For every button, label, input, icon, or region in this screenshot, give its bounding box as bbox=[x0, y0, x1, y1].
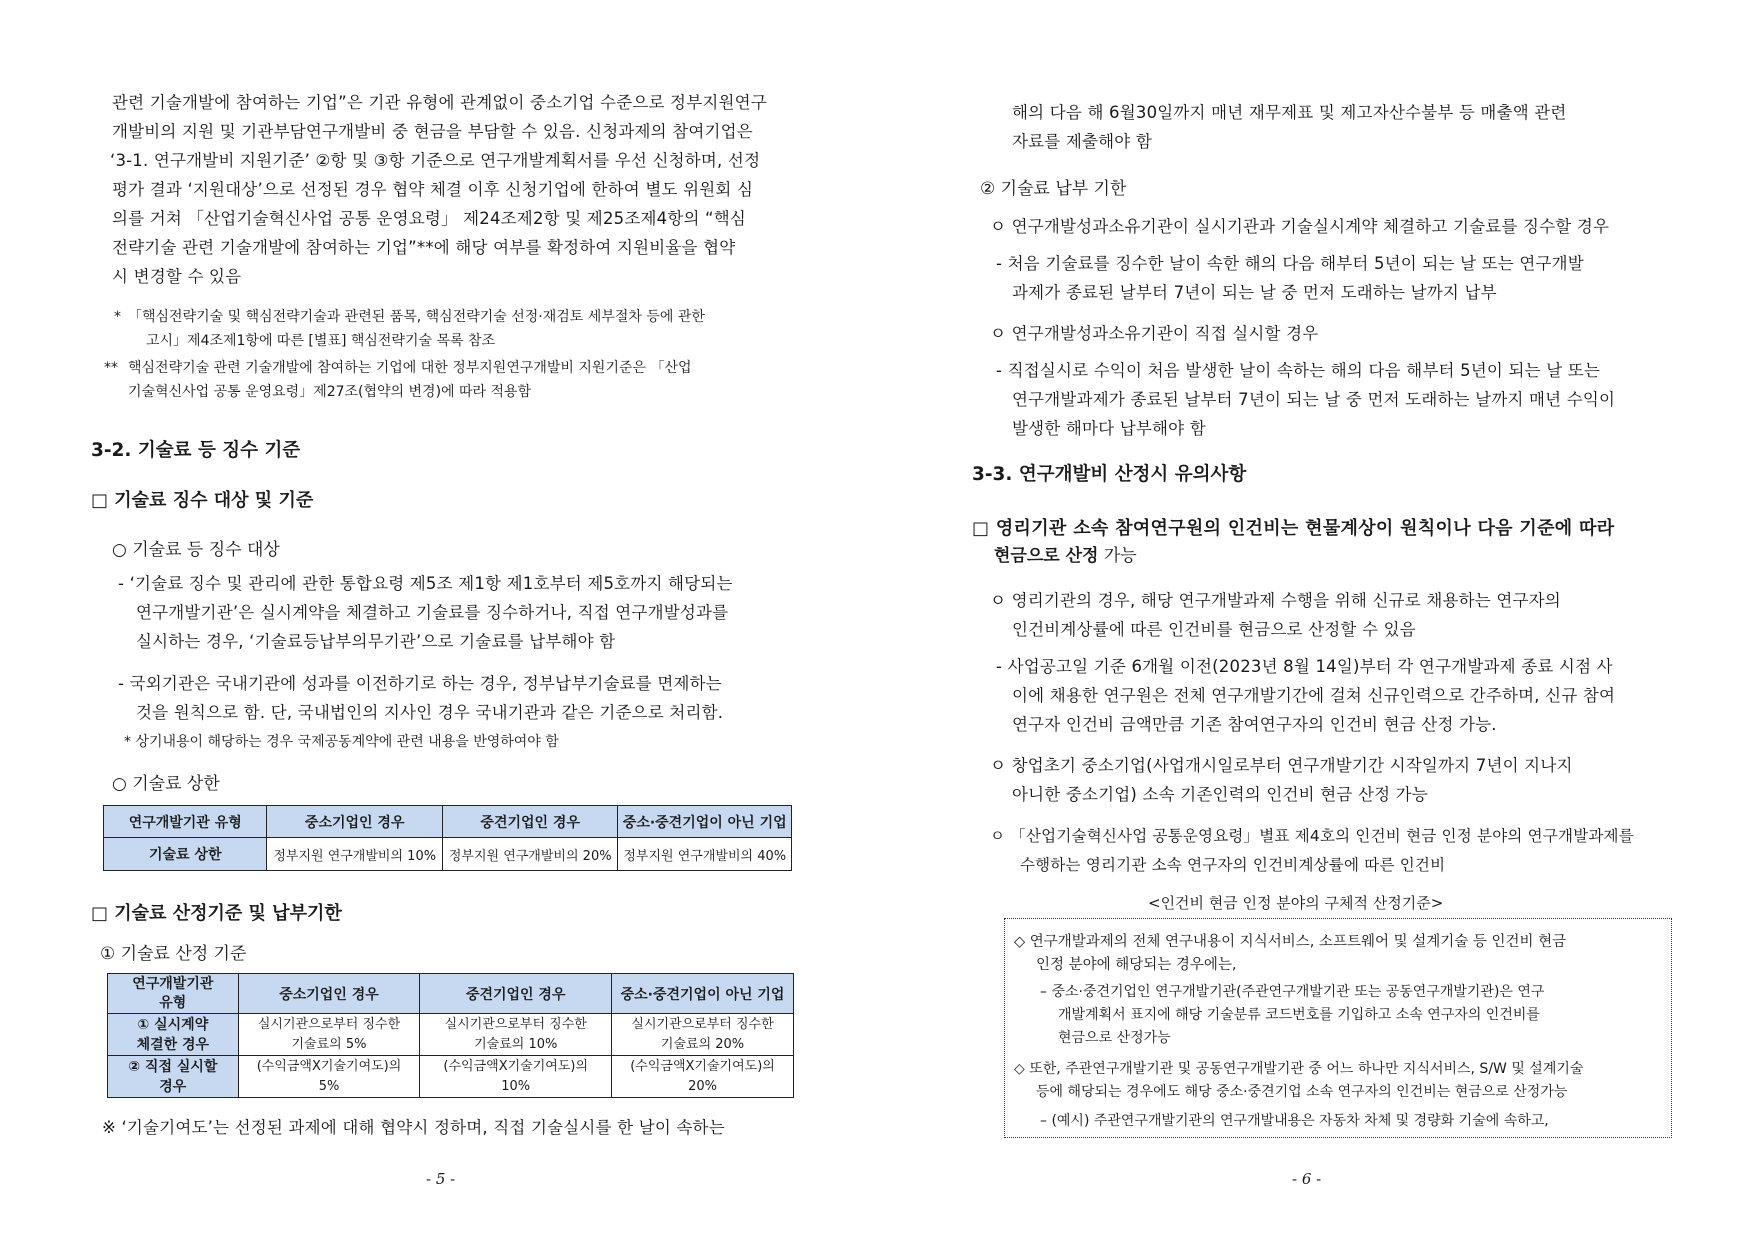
o2-direct-use: ㅇ 연구개발성과소유기관이 직접 실시할 경우 bbox=[990, 324, 1319, 343]
calc-row-1-mid bbox=[420, 1014, 612, 1056]
calc-row-1-large-line-1: 실시기관으로부터 징수한 bbox=[631, 1016, 774, 1032]
note-1-line-1: 「핵심전략기술 및 핵심전략기술과 관련된 품목, 핵심전략기술 선정·재검토 세부절차 등에 관한 bbox=[128, 309, 705, 325]
sub-fee-calculation-basis: ① 기술료 산정 기준 bbox=[100, 944, 247, 964]
o2-dash-line-1: - 직접실시로 수익이 처음 발생한 날이 속하는 해의 다음 해부터 5년이 되는 날 또는 bbox=[996, 361, 1601, 380]
p2-line-2: 아니한 중소기업) 소속 기존인력의 인건비 현금 산정 가능 bbox=[1012, 785, 1428, 804]
note-mark-2: ** bbox=[104, 360, 118, 376]
continued-line-2: 자료를 제출해야 함 bbox=[1012, 132, 1153, 151]
calc-row-2-small-line-1: (수익금액X기술기여도)의 bbox=[256, 1058, 402, 1074]
intro-line-3: ‘3-1. 연구개발비 지원기준’ ②항 및 ③항 기준으로 연구개발계획서를 우선 신청하며, 선정 bbox=[110, 151, 761, 170]
sub-fee-cap: ○ 기술료 상한 bbox=[112, 774, 220, 794]
calc-row-2-small-line-2: 5% bbox=[318, 1078, 340, 1094]
intro-line-5: 의를 거쳐 「산업기술혁신사업 공통 운영요령」 제24조제2항 및 제25조제4항의 “핵심 bbox=[112, 209, 747, 228]
fee-cap-table bbox=[103, 805, 792, 871]
p3-line-1: ㅇ 「산업기술혁신사업 공통운영요령」별표 제4호의 인건비 현금 인정 분야의 연구개발과제를 bbox=[990, 827, 1634, 845]
page-6 bbox=[876, 0, 1753, 1240]
calc-header-small: 중소기업인 경우 bbox=[238, 974, 420, 1014]
fee-cap-row-label: 기술료 상한 bbox=[104, 838, 267, 871]
page-number: - 6 - bbox=[1292, 1170, 1322, 1188]
o1-license-contract: ㅇ 연구개발성과소유기관이 실시기관과 기술실시계약 체결하고 기술료를 징수할 경우 bbox=[990, 217, 1610, 236]
intro-line-1: 관련 기술개발에 참여하는 기업”은 기관 유형에 관계없이 중소기업 수준으로 정부지원연구 bbox=[112, 93, 767, 112]
note-1-line-2: 고시」제4조제1항에 따른 [별표] 핵심전략기술 목록 참조 bbox=[146, 333, 495, 349]
calc-row-2-large bbox=[612, 1056, 794, 1098]
p3-line-2: 수행하는 영리기관 소속 연구자의 인건비계상률에 따른 인건비 bbox=[1020, 856, 1446, 874]
section-title-3-2: 3-2. 기술료 등 징수 기준 bbox=[91, 440, 301, 461]
page-number: - 5 - bbox=[426, 1170, 456, 1188]
footnote-technology-contribution: ※ ‘기술기여도’는 선정된 과제에 대해 협약시 정하며, 직접 기술실시를 한 날이 속하는 bbox=[102, 1118, 725, 1137]
fee-cap-cell-mid: 정부지원 연구개발비의 20% bbox=[442, 838, 618, 871]
calc-row-2-large-line-2: 20% bbox=[688, 1078, 717, 1094]
box-line-8: – (예시) 주관연구개발기관의 연구개발내용은 자동차 차체 및 경량화 기술에 속하고, bbox=[1040, 1113, 1549, 1129]
box-line-4: 개발계획서 표지에 해당 기술분류 코드번호를 기입하고 소속 연구자의 인건비를 bbox=[1058, 1007, 1540, 1023]
box-line-5: 현금으로 산정가능 bbox=[1058, 1030, 1171, 1046]
calc-row-2-mid-line-2: 10% bbox=[501, 1078, 531, 1094]
fee-cap-header-mid: 중견기업인 경우 bbox=[442, 806, 618, 838]
page-5 bbox=[0, 0, 876, 1240]
sub-payment-deadline: ② 기술료 납부 기한 bbox=[980, 179, 1127, 199]
calc-row-1-small-line-1: 실시기관으로부터 징수한 bbox=[257, 1016, 401, 1032]
calc-header-type: 연구개발기관 유형 bbox=[108, 974, 239, 1014]
box-title-technology-fee-target: □ 기술료 징수 대상 및 기준 bbox=[91, 490, 314, 511]
intro-line-4: 평가 결과 ‘지원대상’으로 선정된 경우 협약 체결 이후 신청기업에 한하여 별도 위원회 심 bbox=[112, 180, 754, 199]
box-title-personnel-cost: □ 영리기관 소속 참여연구원의 인건비는 현물계상이 원칙이나 다음 기준에 따라 bbox=[972, 518, 1615, 539]
box-line-3: – 중소·중견기업인 연구개발기관(주관연구개발기관 또는 공동연구개발기관)은 연구 bbox=[1040, 984, 1545, 1000]
fee-cap-cell-large: 정부지원 연구개발비의 40% bbox=[618, 838, 792, 871]
dash1-line-3: 실시하는 경우, ‘기술료등납부의무기관’으로 기술료를 납부해야 함 bbox=[136, 632, 616, 651]
continued-line-1: 해의 다음 해 6월30일까지 매년 재무제표 및 제고자산수불부 등 매출액 관련 bbox=[1012, 103, 1567, 122]
sub-fee-target: ○ 기술료 등 징수 대상 bbox=[112, 540, 280, 560]
fee-cap-header-large: 중소·중견기업이 아닌 기업 bbox=[618, 806, 792, 838]
note-mark-1: * bbox=[114, 309, 121, 325]
calc-row-2-label-line-1: ② 직접 실시할 bbox=[128, 1058, 218, 1075]
box-line-1: ◇ 연구개발과제의 전체 연구내용이 지식서비스, 소프트웨어 및 설계기술 등 인건비 현금 bbox=[1014, 934, 1567, 950]
calc-header-mid: 중견기업인 경우 bbox=[420, 974, 612, 1014]
p1-line-2: 인건비계상률에 따른 인건비를 현금으로 산정할 수 있음 bbox=[1012, 620, 1416, 639]
dash2-line-1: - 국외기관은 국내기관에 성과를 이전하기로 하는 경우, 정부납부기술료를 면제하는 bbox=[118, 674, 722, 693]
calc-row-2-label bbox=[108, 1056, 239, 1098]
calc-row-1-large bbox=[612, 1014, 794, 1056]
o2-dash-line-3: 발생한 해마다 납부해야 함 bbox=[1012, 419, 1206, 438]
box-caption: <인건비 현금 인정 분야의 구체적 산정기준> bbox=[1148, 894, 1444, 912]
box-line-6: ◇ 또한, 주관연구개발기관 및 공동연구개발기관 중 어느 하나만 지식서비스, S/W 및 설계기술 bbox=[1014, 1061, 1584, 1077]
calc-row-1-label-line-2: 체결한 경우 bbox=[136, 1036, 210, 1053]
o1-dash-line-2: 과제가 종료된 날부터 7년이 되는 날 중 먼저 도래하는 날까지 납부 bbox=[1012, 283, 1497, 302]
calc-row-2-mid bbox=[420, 1056, 612, 1098]
calc-row-2-label-line-2: 경우 bbox=[159, 1078, 187, 1095]
dash2-note: * 상기내용이 해당하는 경우 국제공동계약에 관련 내용을 반영하여야 함 bbox=[124, 734, 559, 750]
fee-cap-header-small: 중소기업인 경우 bbox=[267, 806, 443, 838]
p1-dash-line-2: 이에 채용한 연구원은 전체 연구개발기간에 걸쳐 신규인력으로 간주하며, 신규 참여 bbox=[1012, 686, 1616, 705]
intro-line-7: 시 변경할 수 있음 bbox=[112, 267, 242, 286]
box-line-2: 인정 분야에 해당되는 경우에는, bbox=[1036, 957, 1237, 973]
calc-row-2-large-line-1: (수익금액X기술기여도)의 bbox=[630, 1058, 775, 1074]
calc-row-1-small bbox=[238, 1014, 420, 1056]
calc-row-1-large-line-2: 기술료의 20% bbox=[660, 1036, 745, 1052]
o2-dash-line-2: 연구개발과제가 종료된 날부터 7년이 되는 날 중 먼저 도래하는 날까지 매년 수익이 bbox=[1012, 390, 1616, 409]
intro-line-2: 개발비의 지원 및 기관부담연구개발비 중 현금을 부담할 수 있음. 신청과제의 참여기업은 bbox=[112, 122, 753, 141]
p1-dash-line-1: - 사업공고일 기준 6개월 이전(2023년 8월 14일)부터 각 연구개발과제 종료 시점 사 bbox=[996, 657, 1613, 676]
o1-dash-line-1: - 처음 기술료를 징수한 날이 속한 해의 다음 해부터 5년이 되는 날 또는 연구개발 bbox=[996, 254, 1584, 273]
dash1-line-1: - ‘기술료 징수 및 관리에 관한 통합요령 제5조 제1항 제1호부터 제5호까지 해당되는 bbox=[118, 574, 733, 593]
calc-row-1-small-line-2: 기술료의 5% bbox=[291, 1036, 367, 1052]
calc-row-1-label-line-1: ① 실시계약 bbox=[137, 1016, 209, 1033]
box-title-personnel-cost-line-2 bbox=[994, 541, 1137, 566]
calc-row-2-small bbox=[238, 1056, 420, 1098]
calc-row-1-mid-line-1: 실시기관으로부터 징수한 bbox=[444, 1016, 587, 1032]
fee-calculation-table bbox=[107, 973, 794, 1098]
p1-dash-line-3: 연구자 인건비 금액만큼 기존 참여연구자의 인건비 현금 산정 가능. bbox=[1012, 715, 1497, 734]
calc-header-large: 중소·중견기업이 아닌 기업 bbox=[612, 974, 794, 1014]
fee-cap-cell-small: 정부지원 연구개발비의 10% bbox=[267, 838, 443, 871]
calc-row-2-mid-line-1: (수익금액X기술기여도)의 bbox=[443, 1058, 589, 1074]
note-2-line-2: 기술혁신사업 공통 운영요령」제27조(협약의 변경)에 따라 적용함 bbox=[128, 384, 532, 400]
intro-line-6: 전략기술 관련 기술개발에 참여하는 기업”**에 해당 여부를 확정하여 지원비율을 협약 bbox=[112, 238, 736, 257]
box-title-bold-part: 현금으로 산정 bbox=[994, 546, 1099, 566]
box-title-rest: 가능 bbox=[1098, 546, 1137, 566]
section-title-3-3: 3-3. 연구개발비 산정시 유의사항 bbox=[972, 464, 1247, 485]
dash2-line-2: 것을 원칙으로 함. 단, 국내법인의 지사인 경우 국내기관과 같은 기준으로 처리함. bbox=[136, 703, 724, 722]
calc-row-1-mid-line-2: 기술료의 10% bbox=[474, 1036, 558, 1052]
note-2-line-1: 핵심전략기술 관련 기술개발에 참여하는 기업에 대한 정부지원연구개발비 지원기준은 「산업 bbox=[128, 360, 692, 376]
dash1-line-2: 연구개발기관’은 실시계약을 체결하고 기술료를 징수하거나, 직접 연구개발성과를 bbox=[136, 603, 729, 622]
box-title-fee-calculation: □ 기술료 산정기준 및 납부기한 bbox=[91, 903, 342, 924]
fee-cap-header-type: 연구개발기관 유형 bbox=[104, 806, 267, 838]
p1-line-1: ㅇ 영리기관의 경우, 해당 연구개발과제 수행을 위해 신규로 채용하는 연구자의 bbox=[990, 591, 1561, 610]
calc-row-1-label bbox=[108, 1014, 239, 1056]
p2-line-1: ㅇ 창업초기 중소기업(사업개시일로부터 연구개발기간 시작일까지 7년이 지나지 bbox=[990, 756, 1573, 775]
box-line-7: 등에 해당되는 경우에도 해당 중소·중견기업 소속 연구자의 인건비는 현금으로 산정가능 bbox=[1036, 1084, 1568, 1100]
